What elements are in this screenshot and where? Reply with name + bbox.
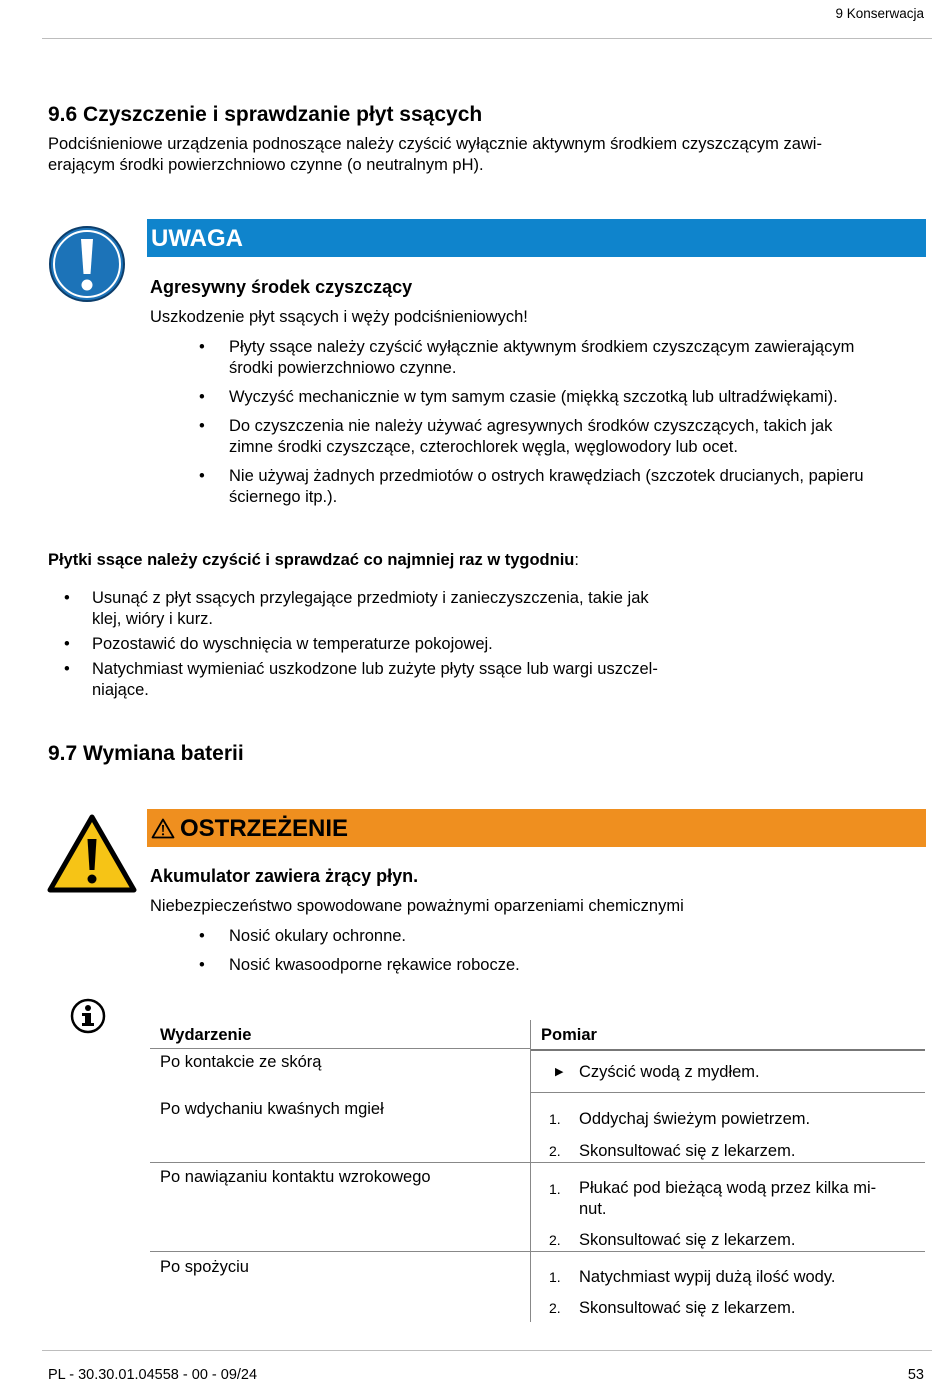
table-row-event: Po nawiązaniu kontaktu wzrokowego — [160, 1168, 431, 1186]
warning-text: Niebezpieczeństwo spowodowane poważnymi oparzeniami chemicznymi — [150, 897, 684, 915]
section-title-9-6: 9.6 Czyszczenie i sprawdzanie płyt ssących — [48, 103, 483, 126]
table-row-step: 1. Oddychaj świeżym powietrzem. — [549, 1110, 811, 1128]
page-number: 53 — [907, 1367, 924, 1383]
notice-heading: Agresywny środek czyszczący — [150, 277, 413, 297]
warning-label: OSTRZEŻENIE — [180, 815, 349, 842]
list-item: • Wyczyść mechanicznie w tym samym czasie (miękką szczotką lub ultradźwiękami). — [199, 388, 838, 406]
header-divider — [42, 38, 932, 39]
list-item: • Natychmiast wymieniać uszkodzone lub zużyte płyty ssące lub wargi uszczel- niające. — [64, 660, 658, 699]
notice-text: Uszkodzenie płyt ssących i węży podciśnieniowych! — [150, 308, 528, 326]
warning-triangle-icon — [47, 814, 137, 894]
chapter-header: 9 Konserwacja — [835, 6, 924, 21]
weekly-list — [64, 588, 712, 701]
column-divider — [530, 1020, 531, 1322]
table-row-event: Po kontakcie ze skórą — [160, 1053, 322, 1071]
table-row-step: 2. Skonsultować się z lekarzem. — [549, 1231, 796, 1249]
table-row-step: 1. Natychmiast wypij dużą ilość wody. — [549, 1268, 836, 1286]
small-warning-triangle-icon — [151, 818, 175, 839]
list-item: • Płyty ssące należy czyścić wyłącznie aktywnym środkiem czyszczącym zawierającym środki powierzchniowo czynne. — [199, 338, 855, 377]
table-row-event: Po spożyciu — [160, 1258, 249, 1276]
warning-banner — [147, 809, 926, 847]
section-intro: Podciśnieniowe urządzenia podnoszące należy czyścić wyłącznie aktywnym środkiem czyszczącym zawi- erającym środki powierzchniowo czynne (o neutralnym pH). — [48, 135, 822, 174]
info-icon — [70, 998, 106, 1034]
list-item: • Usunąć z płyt ssących przylegające przedmioty i zanieczyszczenia, takie jak klej, wióry i kurz. — [64, 589, 649, 628]
table-row-step: 2. Skonsultować się z lekarzem. — [549, 1142, 796, 1160]
table-row-step: 2. Skonsultować się z lekarzem. — [549, 1299, 796, 1317]
list-item: • Do czyszczenia nie należy używać agresywnych środków czyszczących, takich jak zimne środki czyszczące, czterochlorek węgla, węglowodory lub ocet. — [199, 417, 833, 456]
list-item: • Pozostawić do wyschnięcia w temperaturze pokojowej. — [64, 635, 493, 653]
column-header-event: Wydarzenie — [160, 1026, 252, 1044]
first-aid-table: Wydarzenie Pomiar Po kontakcie ze skórą ▶ Czyścić wodą z mydłem. Po wdychaniu kwaśnych mgieł 1. Oddychaj świeżym powietrzem. 2. Skonsultować się z lekarzem. Po nawiązaniu kontaktu wzrokowego 1. Płukać pod bieżącą wodą przez kilka mi- nut. 2. Skonsultować się z lekarzem. Po spożyciu 1. Natychmiast wypij dużą ilość wody. 2. Skonsultować się z lekarzem. — [150, 1020, 925, 1322]
notice-banner — [147, 219, 926, 257]
table-row-step: 1. Płukać pod bieżącą wodą przez kilka mi- nut. — [549, 1179, 877, 1218]
table-row-event: Po wdychaniu kwaśnych mgieł — [160, 1100, 384, 1118]
list-item: • Nosić kwasoodporne rękawice robocze. — [199, 956, 520, 974]
footer-doc-id: PL - 30.30.01.04558 - 00 - 09/24 — [48, 1367, 258, 1383]
arrow-right-icon: ▶ — [555, 1066, 564, 1078]
warning-heading: Akumulator zawiera żrący płyn. — [150, 866, 419, 886]
column-header-action: Pomiar — [541, 1026, 597, 1044]
footer-divider — [42, 1350, 932, 1351]
list-item: • Nie używaj żadnych przedmiotów o ostrych krawędziach (szczotek drucianych, papieru ściernego itp.). — [199, 467, 864, 506]
section-title-9-7: 9.7 Wymiana baterii — [48, 742, 244, 765]
list-item: • Nosić okulary ochronne. — [199, 927, 407, 945]
notice-label: UWAGA — [151, 225, 243, 252]
notice-list — [199, 337, 919, 508]
warning-list — [199, 926, 829, 976]
weekly-intro: Płytki ssące należy czyścić i sprawdzać co najmniej raz w tygodniu: — [48, 551, 579, 569]
exclamation-circle-icon — [48, 225, 126, 303]
